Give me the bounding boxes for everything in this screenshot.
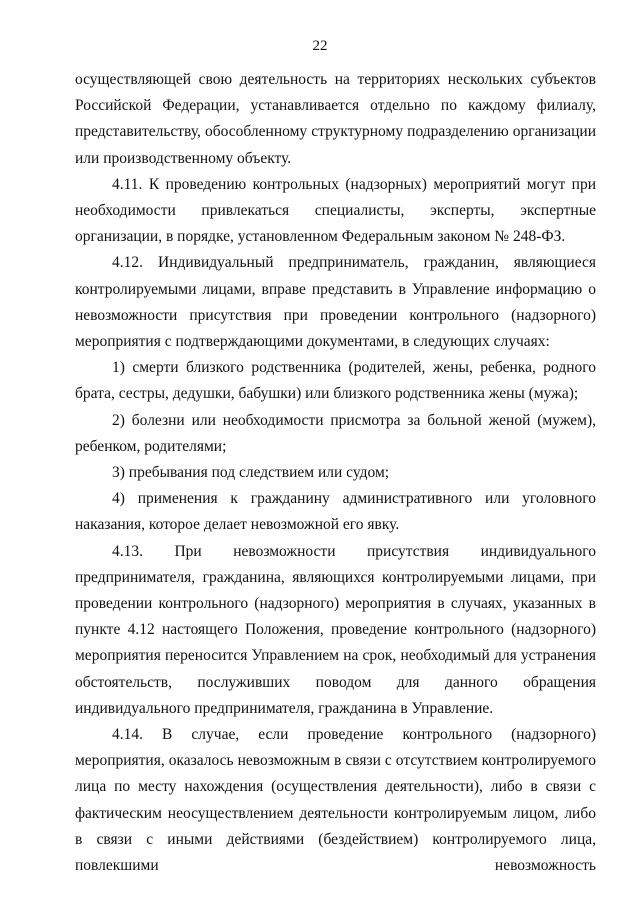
paragraph-4-14: 4.14. В случае, если проведение контрольного (надзорного) мероприятия, оказалось невозможным в связи с отсутствием контролируемого лица по месту нахождения (осуществления деятельности), либо в связи с фактическим неосуществлением деятельности контролируемым лицом, либо в связи с иными действиями (бездействием) контролируемого лица, повлекшими невозможность (75, 726, 596, 875)
paragraph-4-13: 4.13. При невозможности присутствия индивидуального предпринимателя, гражданина, являющихся контролируемыми лицами, при проведении контрольного (надзорного) мероприятия в случаях, указанных в пункте 4.12 настоящего Положения, проведение контрольного (надзорного) мероприятия переносится Управлением на срок, необходимый для устранения обстоятельств, послуживших поводом для данного обращения индивидуального предпринимателя, гражданина в Управление. (75, 542, 596, 717)
paragraph-continuation: осуществляющей свою деятельность на территориях нескольких субъектов Российской Федерации, устанавливается отдельно по каждому филиалу, представительству, обособленному структурному подразделению организации или производственному объекту. (75, 71, 596, 167)
page-number: 22 (312, 38, 328, 54)
list-item-2: 2) болезни или необходимости присмотра за больной женой (мужем), ребенком, родителями; (75, 411, 596, 455)
paragraph-4-12: 4.12. Индивидуальный предприниматель, гражданин, являющиеся контролируемыми лицами, вправе представить в Управление информацию о невозможности присутствия при проведении контрольного (надзорного) мероприятия с подтверждающими документами, в следующих случаях: (75, 254, 596, 351)
list-item-3: 3) пребывания под следствием или судом; (112, 464, 390, 482)
list-item-1: 1) смерти близкого родственника (родителей, жены, ребенка, родного брата, сестры, дедушки, бабушки) или близкого родственника жены (мужа); (75, 359, 596, 403)
list-item-4: 4) применения к гражданину административного или уголовного наказания, которое делает невозможной его явку. (75, 490, 596, 534)
document-body (75, 67, 596, 879)
paragraph-4-11: 4.11. К проведению контрольных (надзорных) мероприятий могут при необходимости привлекаться специалисты, эксперты, экспертные организации, в порядке, установленном Федеральным законом № 248-ФЗ. (75, 175, 596, 246)
